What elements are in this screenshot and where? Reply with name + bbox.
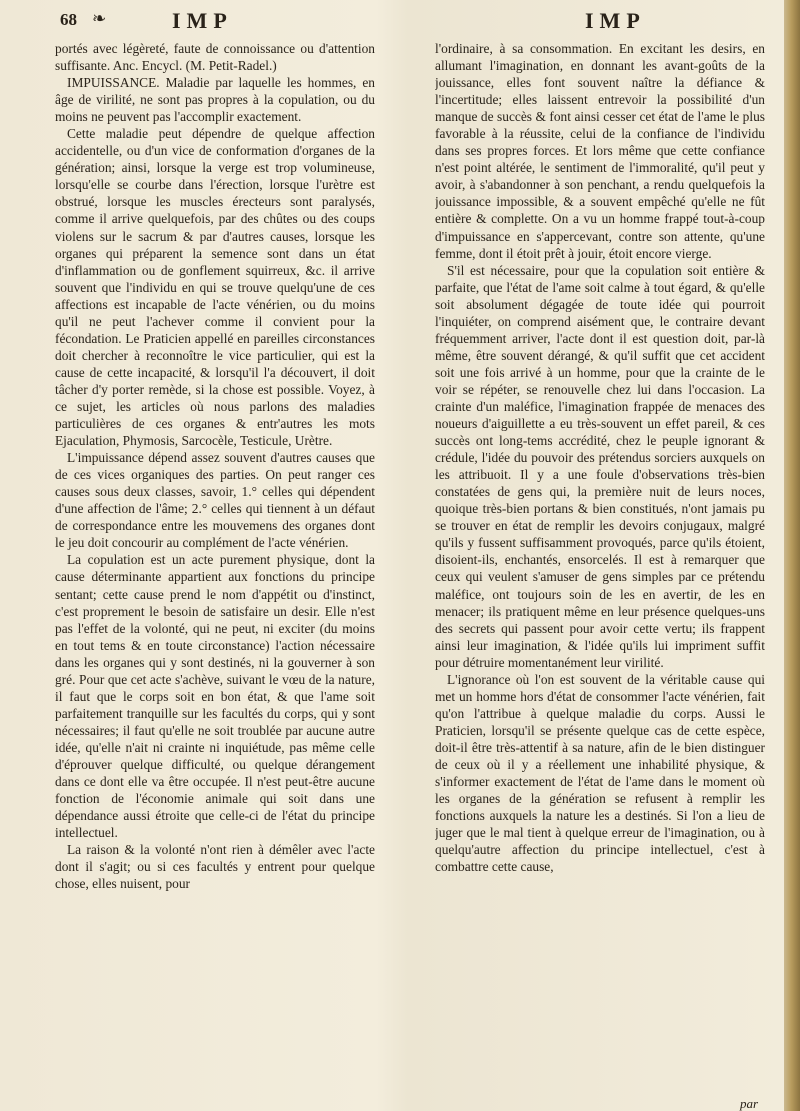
paragraph: l'ordinaire, à sa consommation. En excitant les desirs, en allumant l'imagination, en donnant les avant-goûts de la jouissance, elles font souvent naître la défiance & l'incertitude; elles laissent entrevoir la possibilité d'un manque de succès & font ainsi cesser cet état de l'ame le plus favorable à la réussite, celui de la confiance de l'individu dans ses propres forces. Et lors même que cette confiance n'est point altérée, le sentiment de l'immoralité, qu'il peut y avoir, à s'abandonner à son penchant, a rendu quelquefois la jouissance impossible, & a souvent empêché qu'elle ne fût entière & complette. On a vu un homme frappé tout-à-coup d'impuissance en s'appercevant, contre son attente, qu'une femme, dont il étoit prêt à jouir, étoit encore vierge. <box>435 41 765 261</box>
running-head-right: IMP <box>585 8 646 33</box>
paragraph: portés avec légèreté, faute de connoissance ou d'attention suffisante. Anc. Encycl. (M. Petit-Radel.) <box>55 41 375 74</box>
right-column <box>435 40 765 1102</box>
paragraph: Cette maladie peut dépendre de quelque affection accidentelle, ou d'un vice de conformation d'organes de la génération; ainsi, lorsque la verge est trop volumineuse, lorsqu'elle se courbe dans l'érection, lorsque l'urètre est obstrué, lorsque les muscles érecteurs sont paralysés, comme il arrive quelquefois, par des chûtes ou des coups violens sur le sacrum & par d'autres causes, lorsque les organes qui préparent la semence sont dans un état d'inflammation ou de gonflement squirreux, &c. il arrive souvent que l'individu en qui se trouve quelqu'une de ces affections est incapable de l'acte vénérien, ou du moins qu'il ne peut l'achever comme il convient pour la fécondation. Le Praticien appellé en pareilles circonstances doit chercher à reconnoître le vice particulier, qui est la cause de cette incapacité, & lorsqu'il l'a découvert, il doit tâcher d'y porter remède, si la chose est possible. Voyez, à ce sujet, les articles où nous parlons des maladies particulières de ces organes & entr'autres les mots Ejaculation, Phymosis, Sarcocèle, Testicule, Urètre. <box>55 126 375 449</box>
paragraph: La raison & la volonté n'ont rien à démêler avec l'acte dont il s'agit; ou si ces facultés y entrent pour quelque chose, elles nuisent, pour <box>55 842 375 892</box>
page-number: 68 <box>60 10 77 29</box>
paragraph: L'ignorance où l'on est souvent de la véritable cause qui met un homme hors d'état de consommer l'acte vénérien, fait qu'on l'attribue à quelque maladie du corps. Aussi le Praticien, lorsqu'il se présente quelque cas de cette espèce, doit-il être très-attentif à sa nature, afin de le bien distinguer de ceux où il y a réellement une inhabilité physique, & s'informer exactement de l'état de l'ame dans le moment où les organes de la génération se refusent à remplir les fonctions auxquels la nature les a destinés. Si l'on a lieu de juger que le mal tient à quelque erreur de l'imagination, ou à quelqu'autre affection du principe intellectuel, c'est à combattre cette cause, <box>435 671 765 875</box>
left-column <box>55 40 375 1102</box>
catchword: par <box>740 1096 759 1111</box>
book-edge <box>784 0 800 1111</box>
page-header <box>60 8 772 34</box>
paragraph: S'il est nécessaire, pour que la copulation soit entière & parfaite, que l'état de l'ame soit calme à tout égard, & qu'elle soit absolument dégagée de toute idée qui pourroit l'inquiéter, on comprend aisément que, le contraire devant fréquemment arriver, l'acte dont il est question doit, par-là même, être souvent dérangé, & qu'il suffit que cet accident soit une fois arrivé à un homme, pour que la crainte de le voir se répéter, se renouvelle chez lui dans l'occasion. La crainte d'un maléfice, l'imagination frappée de menaces des noueurs d'aiguillette a eu très-souvent un effet pareil, & ces succès ont long-tems accrédité, chez le peuple ignorant & crédule, l'idée du pouvoir des prétendus sorciers auxquels on les attribuoit. Il y a une foule d'observations très-bien constatées de gens qui, la première nuit de leurs noces, quoique très-bien portans & bien constitués, n'ont jamais pu se trouver en état de remplir les devoirs conjugaux, malgré qu'ils y fussent suffisamment provoqués, parce qu'ils étoient, disoient-ils, enchantés, ensorcelés. Il est à remarquer que ceux qui veulent s'amuser de gens simples par ce prétendu maléfice, ont toujours soin de les en avertir, de les en menacer; ils pratiquent même en leur présence quelques-uns des secrets qui passent pour avoir cette vertu; ils frappent ainsi leur imagination, & l'idée qu'ils lui impriment suffit pour détruire momentanément leur virilité. <box>435 262 765 670</box>
paragraph: L'impuissance dépend assez souvent d'autres causes que de ces vices organiques des parties. On peut ranger ces causes sous deux classes, savoir, 1.° celles qui dépendent d'une affection de l'âme; 2.° celles qui tiennent à un défaut de correspondance entre les mouvemens des organes dont le jeu doit concourir au complément de l'acte vénérien. <box>55 450 375 551</box>
paragraph: IMPUISSANCE. Maladie par laquelle les hommes, en âge de virilité, ne sont pas propres à la copulation, ou du moins ne peuvent pas l'accomplir exactement. <box>55 75 375 125</box>
paragraph: La copulation est un acte purement physique, dont la cause déterminante appartient aux fonctions du principe sentant; cette cause prend le nom d'appétit ou d'instinct, c'est proprement le besoin de satisfaire un desir. Elle n'est pas l'effet de la volonté, qui ne peut, ni exciter (du moins en tout tems & en toute circonstance) l'action nécessaire dans les organes qui y sont destinés, ni la gouverner à son gré. Pour que cet acte s'achève, suivant le vœu de la nature, il faut que le corps soit en bon état, & que l'ame soit parfaitement tranquille sur les facultés du corps, qui y sont nécessaires; il faut qu'elle ne soit troublée par aucune autre idée, qu'elle n'ait ni crainte ni inquiétude, pas même celle d'éprouver quelque difficulté, ou quelque dérangement dans ce dont elle va être occupée. Il n'est peut-être aucune fonction de l'économie animale qui soit dans une dépendance aussi étroite que celle-ci de l'état du principe intellectuel. <box>55 552 375 841</box>
fleuron-ornament-icon: ❧ <box>92 9 107 28</box>
running-head-left: IMP <box>172 8 233 33</box>
